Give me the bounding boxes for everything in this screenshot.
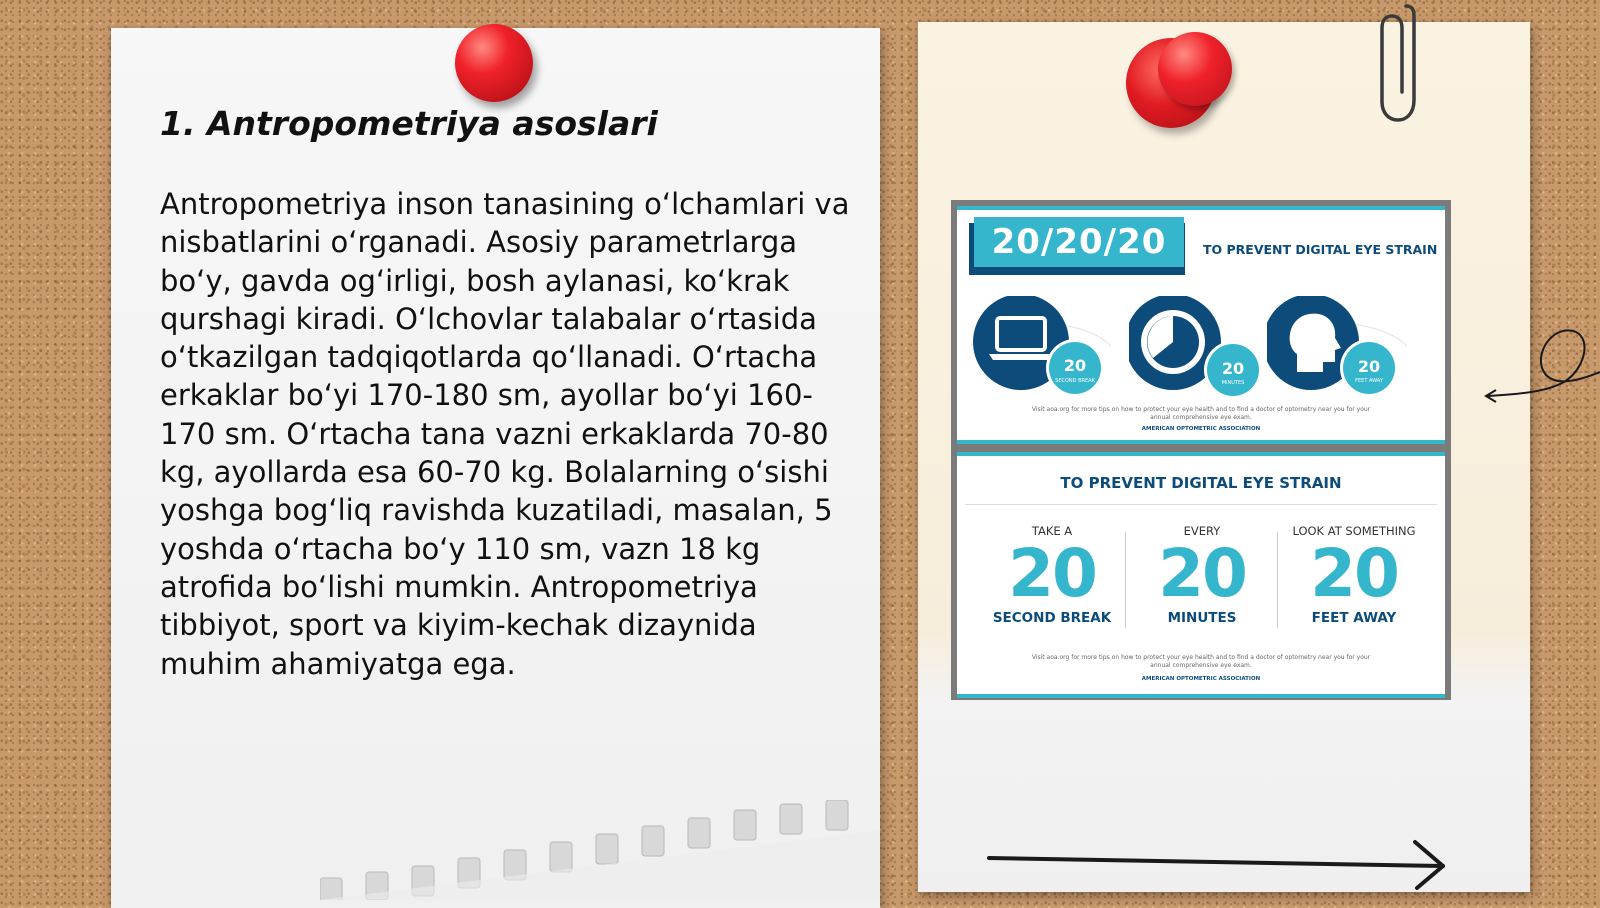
column-divider (1125, 532, 1126, 628)
rule-column (1127, 524, 1277, 626)
rule-column (1279, 524, 1429, 626)
svg-text:20: 20 (1063, 356, 1087, 375)
slide-title: 1. Antropometriya asoslari (160, 104, 658, 143)
svg-text:20: 20 (1357, 357, 1381, 376)
slide-body-text: Antropometriya inson tanasining oʻlchamlari va nisbatlarini oʻrganadi. Asosiy parametrlarga boʻy, gavda ogʻirligi, bosh aylanasi, koʻkrak qurshagi kiradi. Oʻlchovlar talabalar oʻrtasida oʻtkazilgan tadqiqotlarda qoʻllanadi. Oʻrtacha erkaklar boʻyi 170-180 sm, ayollar boʻyi 160-170 sm. Oʻrtacha tana vazni erkaklarda 70-80 kg, ayollarda esa 60-70 kg. Bolalarning oʻsishi yoshga bogʻliq ravishda kuzatiladi, masalan, 5 yoshda oʻrtacha boʻy 110 sm, vazn 18 kg atrofida boʻlishi mumkin. Antropometriya tibbiyot, sport va kiyim-kechak dizaynida muhim ahamiyatga ega. (160, 187, 850, 681)
curly-arrow-icon (1480, 310, 1600, 410)
svg-text:FEET AWAY: FEET AWAY (1355, 378, 1383, 384)
column-above-text: LOOK AT SOMETHING (1292, 524, 1416, 538)
column-above-text: TAKE A (1031, 524, 1073, 538)
torn-tabs-decoration (320, 800, 880, 900)
top-org-line: AMERICAN OPTOMETRIC ASSOCIATION (1141, 426, 1261, 432)
svg-text:20: 20 (1221, 359, 1245, 378)
column-divider (1277, 532, 1278, 628)
column-below-text: SECOND BREAK (992, 610, 1112, 626)
column-below-text: MINUTES (1167, 610, 1237, 626)
red-pushpin-icon (1158, 32, 1232, 106)
bottom-org-line: AMERICAN OPTOMETRIC ASSOCIATION (1141, 676, 1261, 682)
rule-badge (969, 223, 1185, 275)
right-arrow-icon (985, 838, 1451, 890)
heading-divider (965, 504, 1437, 505)
column-number: 20 (1008, 535, 1096, 612)
rule-column (977, 524, 1127, 626)
eye-strain-infographic (951, 200, 1451, 700)
column-below-text: FEET AWAY (1311, 610, 1397, 626)
bottom-panel-heading: TO PREVENT DIGITAL EYE STRAIN (1060, 474, 1342, 492)
rule-badge-label: 20/20/20 (974, 217, 1184, 267)
infographic-bottom-panel (957, 452, 1445, 698)
svg-text:MINUTES: MINUTES (1221, 380, 1245, 386)
top-fine-print: Visit aoa.org for more tips on how to protect your eye health and to find a doctor of optometry near you for your annual comprehensive eye exam. (1031, 406, 1371, 421)
column-above-text: EVERY (1183, 524, 1221, 538)
column-number: 20 (1158, 535, 1246, 612)
top-panel-heading: TO PREVENT DIGITAL EYE STRAIN (1203, 242, 1438, 257)
red-pushpin-icon (455, 24, 533, 102)
paperclip-icon (1376, 0, 1420, 124)
laptop-icon (971, 296, 1111, 406)
infographic-top-panel (957, 206, 1445, 444)
clock-icon (1129, 296, 1269, 406)
svg-text:SECOND BREAK: SECOND BREAK (1055, 378, 1095, 384)
head-icon (1267, 296, 1407, 406)
column-number: 20 (1310, 535, 1398, 612)
bottom-fine-print: Visit aoa.org for more tips on how to protect your eye health and to find a doctor of optometry near you for your annual comprehensive eye exam. (1031, 654, 1371, 669)
